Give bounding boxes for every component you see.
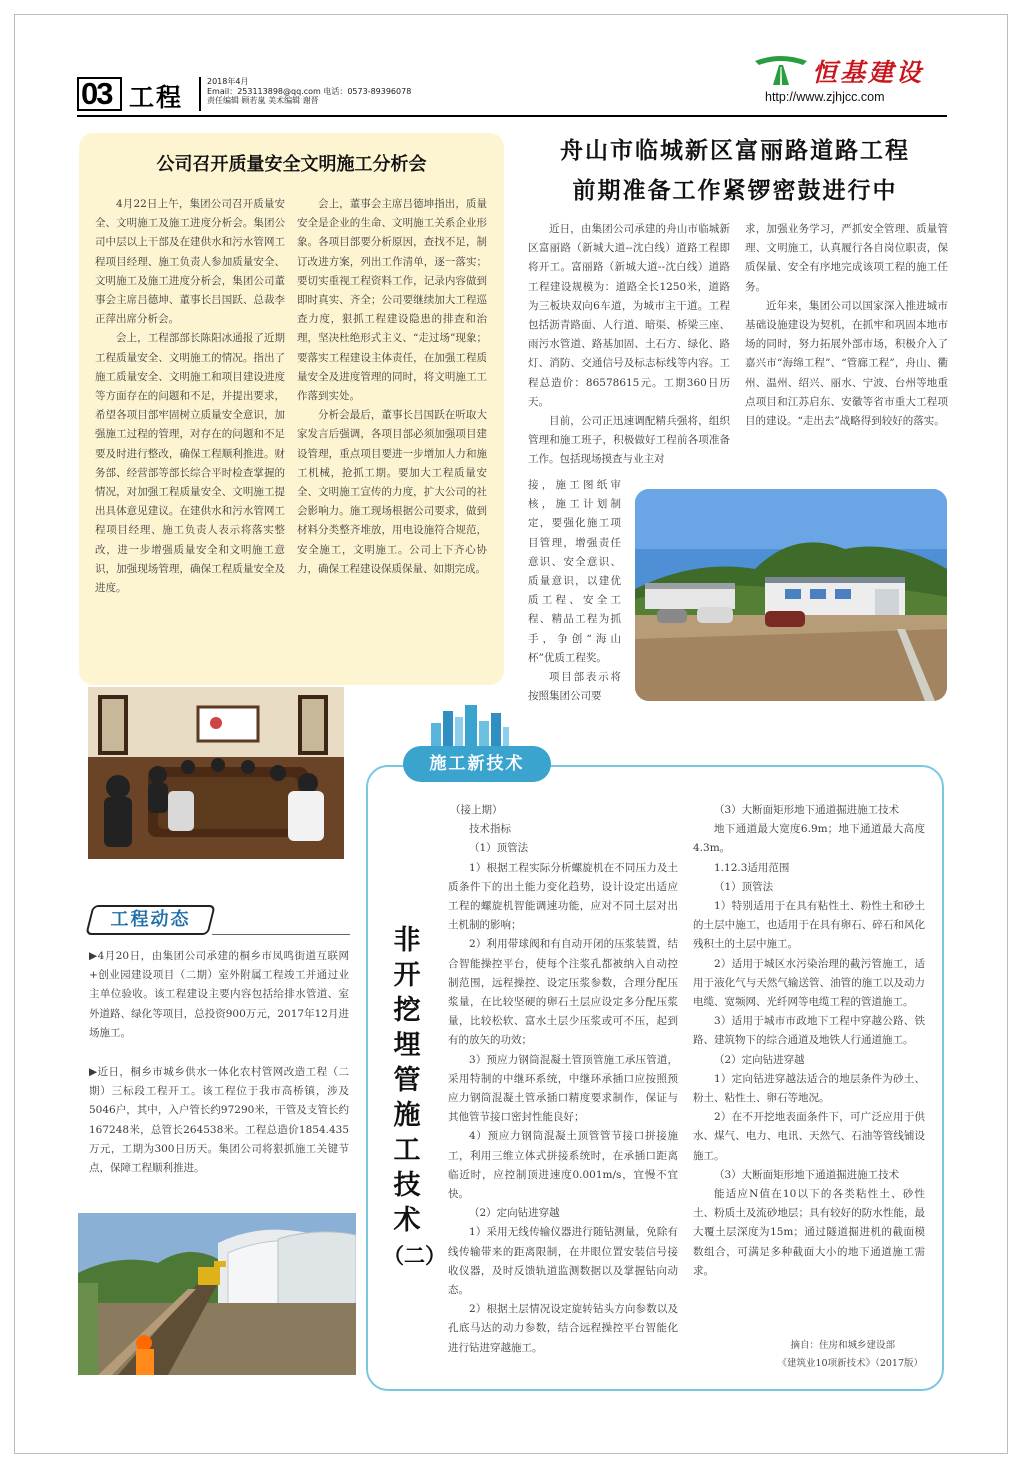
highway-logo-icon — [753, 55, 809, 87]
meeting-article-col1 — [95, 195, 285, 598]
source-line: 《建筑业10项新技术》（2017版） — [777, 1358, 923, 1369]
paragraph: 接，施工图纸审核，施工计划制定，要强化施工项目管理，增强责任意识、安全意识、质量意识，以建优质工程、安全工程、精品工程为抓手，争创“海山杯”优质工程奖。 — [528, 479, 621, 664]
paragraph: 会上，工程部部长陈阳冰通报了近期工程质量安全、文明施工的情况。指出了施工质量安全、文明施工和项目建设进度等方面存在的问题和不足，并提出要求，希望各项目部牢固树立质量安全意识，加强施工过程的管理，对存在的问题和不足要及时进行整改，确保工程顺利推进。财务部、经营部等部长综合平时检查掌握的情况，对加强工程质量安全、文明施工提出具体意见建议。在建供水和污水管网工程项目经理、施工负责人表示将落实整改，进一步增强质量安全和文明施工意识，加强现场管理，确保工程质量安全及进度。 — [95, 332, 285, 595]
paragraph: 3）适用于城市市政地下工程中穿越公路、铁路、建筑物下的综合通道及地铁人行通道施工。 — [693, 1015, 925, 1047]
paragraph: 目前，公司正迅速调配精兵强将，组织管理和施工班子，积极做好工程前各项准备工作。包括现场摸查与业主对 — [528, 415, 730, 466]
tech-article-vertical-title — [383, 923, 446, 1273]
list-item: ▶近日，桐乡市城乡供水一体化农村管网改造工程（二期）三标段工程开工。该工程位于我市高桥镇，涉及5046户，其中，入户管长约97290米，干管及支管长约167248米，总管长264538米。工程总造价1854.435万元，工期为300日历天。集团公司将狠抓施工关键节点，保障工程顺利推进。 — [89, 1066, 349, 1175]
zhoushan-article-col1-bottom — [528, 476, 621, 706]
dynamics-list — [89, 947, 349, 1178]
paragraph: 分析会最后，董事长吕国跃在听取大家发言后强调，各项目部必须加强项目建设管理，重点项目要进一步增加人力和施工机械，抢抓工期。要加大工程质量安全、文明施工宣传的力度，扩大公司的社会影响力。施工现场根据公司要求，做到材料分类整齐堆放，用电设施符合规范，安全施工，文明施工。公司上下齐心协力，确保工程建设保质保量、如期完成。 — [297, 409, 487, 575]
paragraph: 1.12.3适用范围 — [714, 861, 790, 874]
title-char: 非 — [393, 925, 421, 956]
tech-article-col2 — [693, 801, 925, 1281]
page-number: 03 — [81, 76, 112, 111]
paragraph: 1）定向钻进穿越法适合的地层条件为砂土、粉土、粘性土、卵石等地况。 — [693, 1072, 925, 1105]
paragraph: （接上期） — [450, 804, 503, 816]
paragraph: 2）适用于城区水污染治理的截污管施工，适用于液化气与天然气输送管、油管的施工以及动力电缆、宽频网、光纤网等电缆工程的管道施工。 — [693, 957, 925, 1009]
title-char: 管 — [393, 1065, 421, 1096]
zhoushan-article-col2 — [745, 220, 948, 431]
meeting-photo — [88, 687, 344, 859]
meeting-article-title: 公司召开质量安全文明施工分析会 — [156, 154, 427, 175]
brand-name: 恒基建设 — [812, 58, 925, 87]
title-char: 挖 — [393, 995, 421, 1026]
trench-photo — [78, 1213, 356, 1375]
masthead-meta — [207, 77, 467, 106]
paragraph: 1）采用无线传输仪器进行随钻测量，免除有线传输带来的距离限制，在井眼位置安装信号接收仪器，及时反馈轨道监测数据以及掌握钻向动态。 — [448, 1226, 678, 1297]
paragraph: 3）预应力钢筒混凝土管顶管施工承压管道，采用特制的中继环系统，中继环承插口应按照预应力钢筒混凝土管承插口精度要求制作，保证与其他管节接口密封性能良好； — [448, 1053, 678, 1124]
source-line: 摘自：住房和城乡建设部 — [790, 1340, 895, 1351]
tech-article-source — [693, 1337, 923, 1373]
paragraph: 能适应N值在10以下的各类粘性土、砂性土、粉质土及流砂地层；具有较好的防水性能，最大覆土层深度为15m；通过隧道掘进机的截面模数组合，可满足多种截面大小的地下通道施工需求。 — [693, 1188, 925, 1277]
city-skyline-icon — [427, 703, 511, 747]
title-char: 技 — [393, 1170, 421, 1201]
paragraph: 项目部表示将按照集团公司要 — [528, 671, 621, 703]
paragraph: 地下通道最大宽度6.9m；地下通道最大高度4.3m。 — [693, 823, 925, 855]
title-char: 埋 — [393, 1030, 421, 1061]
dynamics-label: 工程动态 — [110, 909, 191, 930]
title-char: 开 — [393, 960, 421, 991]
list-item: ▶4月20日，由集团公司承建的桐乡市凤鸣街道互联网+创业园建设项目（二期）室外附属工程竣工并通过业主单位验收。该工程建设主要内容包括给排水管道、室外道路、绿化等项目，总投资900万元，2017年12月进场施工。 — [89, 950, 349, 1039]
paragraph: （2）定向钻进穿越 — [714, 1053, 805, 1066]
zhoushan-article-col1-top — [528, 220, 730, 470]
tech-article-banner: 施工新技术 — [403, 746, 551, 782]
issue-date: 2018年4月 — [207, 77, 249, 86]
title-char: 术 — [393, 1205, 421, 1236]
paragraph: 近日，由集团公司承建的舟山市临城新区富丽路（新城大道--沈白线）道路工程即将开工。富丽路（新城大道--沈白线）道路工程建设规模为：道路全长1250米，道路为三板块双向6车道，为城市主干道。工程包括沥青路面、人行道、暗渠、桥梁三座、雨污水管道、路基加固、土石方、绿化、路灯、消防、交通信号及标志标线等内容。工程总造价：86578615元。工期360日历天。 — [528, 223, 730, 408]
section-title: 工程 — [129, 83, 184, 112]
paragraph: 4）预应力钢筒混凝土顶管管节接口拼接施工，利用三维立体式拼接系统时，在承插口距离临近时，应控制顶进速度0.001m/s，宜慢不宜快。 — [448, 1130, 678, 1201]
paragraph: 技术指标 — [469, 823, 511, 836]
masthead — [77, 58, 947, 115]
title-char: （二） — [383, 1243, 446, 1268]
paragraph: 近年来，集团公司以国家深入推进城市基础设施建设为契机，在抓牢和巩固本地市场的同时，努力拓展外部市场，积极介入了嘉兴市“海绵工程”、“管廊工程”，舟山、衢州、温州、绍兴、丽水、宁波、台州等地重点项目和江苏启东、安徽等省市重大工程项目的建设。“走出去”战略得到较好的落实。 — [745, 299, 948, 428]
title-char: 施 — [393, 1100, 421, 1131]
newspaper-page — [14, 14, 1008, 1454]
paragraph: 4月22日上午，集团公司召开质量安全、文明施工及施工进度分析会。集团公司中层以上干部及在建供水和污水管网工程项目经理、施工负责人参加质量安全、文明施工及施工进度分析会，集团公司董事会主席吕德坤、董事长吕国跃、总裁李正萍出席分析会。 — [95, 198, 285, 326]
paragraph: （1）顶管法 — [469, 842, 529, 855]
contact-info: Email：253113898@qq.com 电话：0573-89396078 — [207, 86, 412, 96]
dynamics-rule — [212, 934, 350, 935]
paragraph: 2）在不开挖地表面条件下，可广泛应用于供水、煤气、电力、电讯、天然气、石油等管线铺设施工。 — [693, 1111, 925, 1162]
paragraph: 1）根据工程实际分析螺旋机在不同压力及土质条件下的出土能力变化趋势，设计设定出适应工程的螺旋机智能调速功能，应对不同土层对出土机制的影响； — [448, 861, 678, 932]
paragraph: （1）顶管法 — [714, 880, 774, 893]
masthead-divider — [199, 77, 201, 111]
brand-website: http://www.zjhjcc.com — [765, 90, 885, 104]
editors-info: 责任编辑 顾若嵐 美术编辑 谢晋 — [207, 96, 319, 105]
page-number-box — [77, 77, 122, 111]
paragraph: 1）特别适用于在具有粘性土、粉性土和砂土的土层中施工，也适用于在具有卵石、碎石和风化残积土的土层中施工。 — [693, 900, 925, 951]
meeting-article-col2 — [297, 195, 487, 579]
construction-site-photo — [635, 489, 947, 701]
paragraph: 2）利用带球阀和有自动开闭的压浆装置，结合智能操控平台，使每个注浆孔都被纳入自动控制范围，远程操控、设定压浆参数，合理分配压浆量，在比较坚硬的卵石土层应设定多分配压浆量，比较松软、富水土层少压浆或可不压，起到有的放矢的功效； — [448, 938, 678, 1047]
paragraph: （3）大断面矩形地下通道掘进施工技术 — [714, 804, 900, 816]
paragraph: （2）定向钻进穿越 — [469, 1207, 560, 1220]
paragraph: 求，加强业务学习，严抓安全管理、质量管理、文明施工，认真履行各自岗位职责，保质保量、安全有序地完成该项工程的施工任务。 — [745, 223, 948, 293]
headline-line-2: 前期准备工作紧锣密鼓进行中 — [572, 177, 898, 204]
paragraph: （3）大断面矩形地下通道掘进施工技术 — [714, 1168, 900, 1181]
headline-line-1: 舟山市临城新区富丽路道路工程 — [560, 137, 910, 164]
paragraph: 会上，董事会主席吕德坤指出，质量安全是企业的生命、文明施工关系企业形象。各项目部要分析原因，查找不足，制订改进方案，列出工作清单，逐一落实；要切实重视工程资料工作，记录内容做到即时真实、齐全；公司要继续加大工程巡查力度，狠抓工程建设隐患的排查和治理，坚决杜绝形式主义、“走过场”现象；要落实工程建设主体责任，在加强工程质量安全及进度管理的同时，将文明施工工作落到实处。 — [297, 198, 487, 403]
masthead-rule — [77, 115, 947, 117]
title-char: 工 — [393, 1135, 421, 1166]
tech-article-col1 — [448, 801, 678, 1358]
zhoushan-article-title — [525, 131, 945, 211]
paragraph: 2）根据土层情况设定旋转钻头方向参数以及孔底马达的动力参数，结合远程操控平台智能化进行钻进穿越施工。 — [448, 1303, 678, 1354]
